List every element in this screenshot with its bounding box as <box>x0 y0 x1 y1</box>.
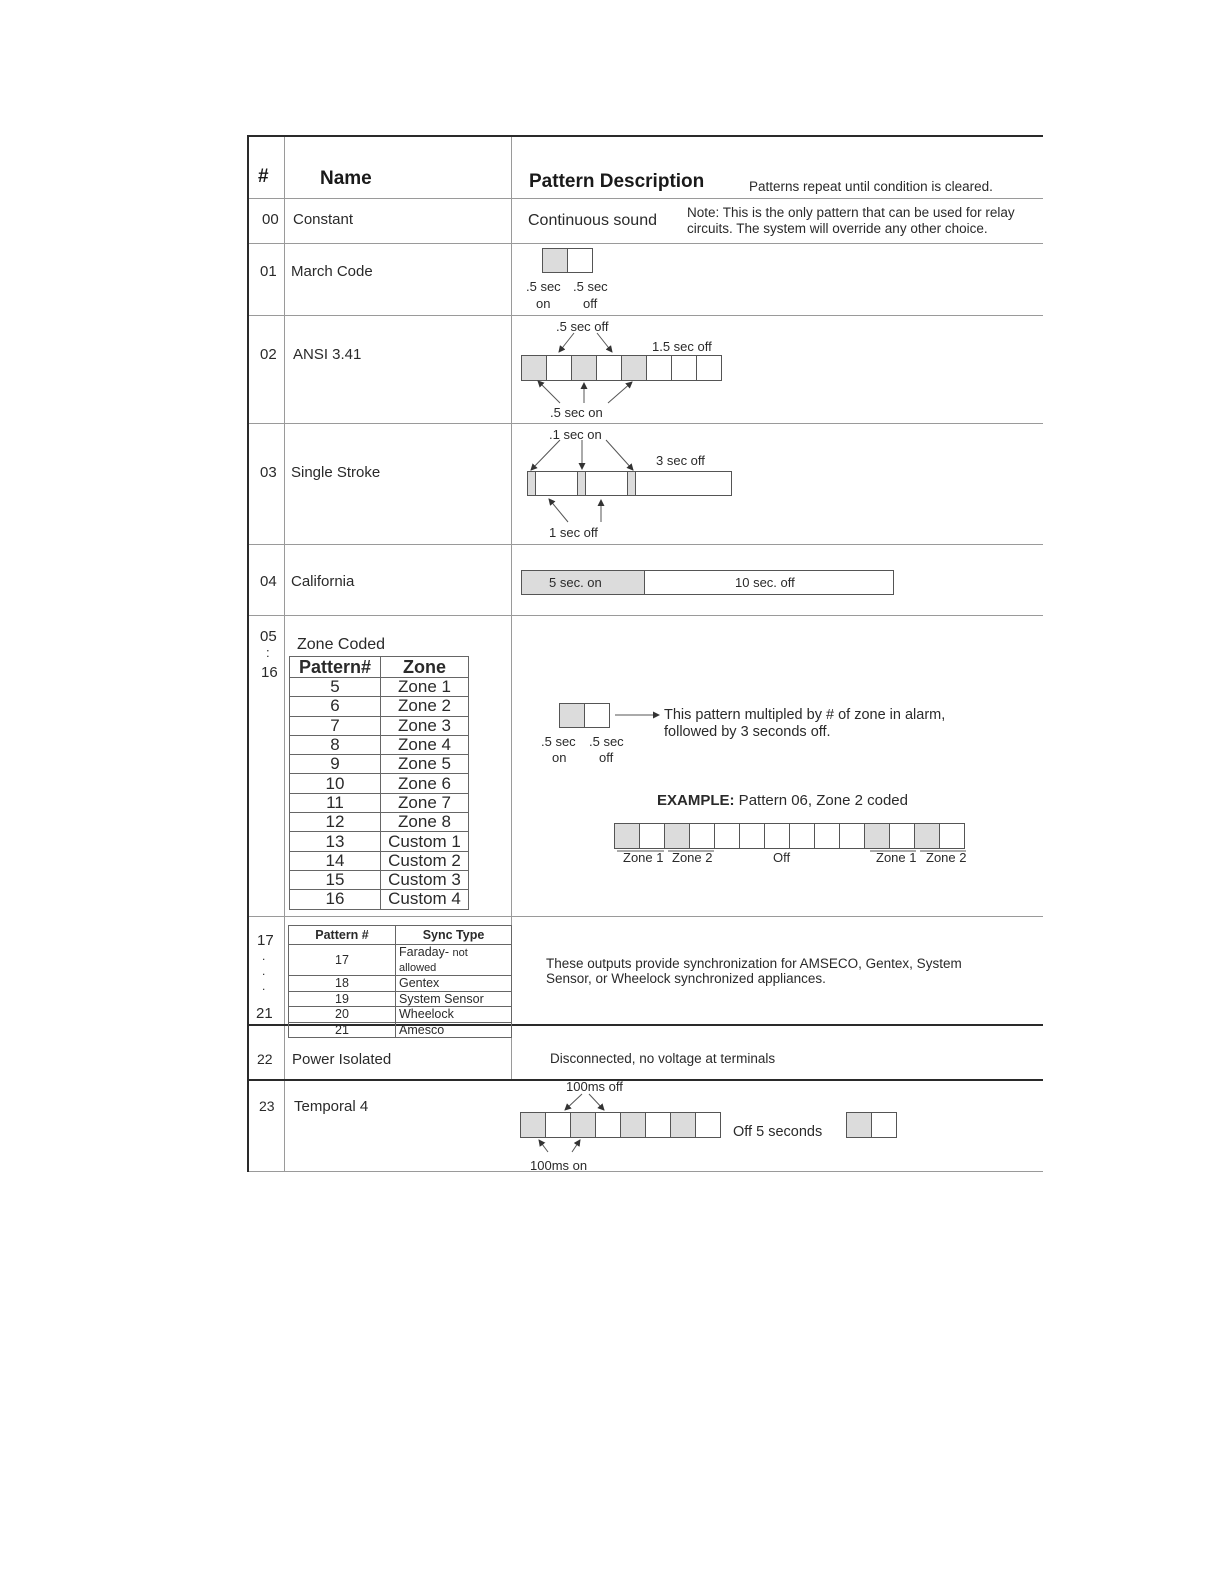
header-note: Patterns repeat until condition is cleared. <box>749 179 993 194</box>
zone-name: Custom 1 <box>381 832 469 851</box>
zone-name: Zone 5 <box>381 755 469 774</box>
sync-type-note: not allowed <box>399 947 468 974</box>
label-off-duration: .5 sec <box>573 279 608 294</box>
sync-type-name: Wheelock <box>399 1007 454 1022</box>
zone-pattern-number: 5 <box>290 678 381 697</box>
sync-pattern-number: 17 <box>289 945 396 976</box>
sync-type-name: Gentex <box>399 976 440 991</box>
california-on-label: 5 sec. on <box>549 575 602 590</box>
sync-pattern-number: 18 <box>289 976 396 992</box>
row-04-number: 04 <box>260 573 277 590</box>
row-05-16-range-dots: : <box>266 645 270 660</box>
arrow <box>606 440 633 470</box>
label-on: on <box>552 750 567 765</box>
example-label-off: Off <box>773 850 791 865</box>
arrow <box>559 333 574 352</box>
sync-description-line-1: These outputs provide synchronization for AMSECO, Gentex, System <box>546 956 962 971</box>
row-01-number: 01 <box>260 263 277 280</box>
sync-type-name: System Sensor <box>399 991 484 1006</box>
example-text: Pattern 06, Zone 2 coded <box>734 792 908 809</box>
zone-name: Custom 3 <box>381 870 469 889</box>
row-22-number: 22 <box>257 1051 273 1067</box>
arrow <box>549 499 568 522</box>
label-half-sec-off: .5 sec off <box>556 319 609 334</box>
zone-name: Zone 3 <box>381 716 469 735</box>
row-23-name: Temporal 4 <box>294 1098 369 1115</box>
arrow <box>538 381 560 403</box>
example-label-zone1-repeat: Zone 1 <box>876 850 917 865</box>
sync-type-name: Amesco <box>399 1022 445 1037</box>
label-3-sec-off: 3 sec off <box>656 453 705 468</box>
arrow <box>531 440 560 470</box>
sync-pattern-number: 20 <box>289 1007 396 1023</box>
zone-explanation-line-2: followed by 3 seconds off. <box>664 724 831 740</box>
zone-pattern-number: 8 <box>290 735 381 754</box>
header-name: Name <box>320 168 372 189</box>
zone-name: Zone 1 <box>381 678 469 697</box>
row-00-note-line-2: circuits. The system will override any other choice. <box>687 221 988 236</box>
sync-pattern-number: 21 <box>289 1022 396 1038</box>
zone-pattern-number: 10 <box>290 774 381 793</box>
row-17-number: 17 <box>257 932 274 949</box>
row-02-name: ANSI 3.41 <box>293 346 362 363</box>
zone-name: Custom 4 <box>381 890 469 909</box>
example-bold-label: EXAMPLE: <box>657 792 735 809</box>
row-00-number: 00 <box>262 211 279 228</box>
row-05-16-name: Zone Coded <box>297 636 386 653</box>
row-22-name: Power Isolated <box>292 1051 392 1068</box>
sync-description-line-2: Sensor, or Wheelock synchronized appliances. <box>546 971 826 986</box>
label-off: off <box>583 296 598 311</box>
sync-type-name: Faraday- <box>399 945 453 959</box>
zone-pattern-number: 6 <box>290 697 381 716</box>
arrow <box>589 1094 604 1110</box>
label-off-5-seconds: Off 5 seconds <box>733 1124 823 1140</box>
arrow <box>572 1140 580 1152</box>
zone-name: Zone 8 <box>381 813 469 832</box>
label-100ms-off: 100ms off <box>566 1079 623 1094</box>
label-on: on <box>536 296 551 311</box>
label-on-duration: .5 sec <box>541 734 576 749</box>
row-23-number: 23 <box>259 1098 275 1114</box>
zone-pattern-number: 11 <box>290 793 381 812</box>
zone-name: Custom 2 <box>381 851 469 870</box>
range-dot: . <box>262 964 266 978</box>
example-label-zone1: Zone 1 <box>623 850 664 865</box>
arrow <box>597 333 612 352</box>
row-16-number: 16 <box>261 664 278 681</box>
header-number: # <box>258 166 269 187</box>
row-21-number: 21 <box>256 1005 273 1022</box>
zone-pattern-number: 14 <box>290 851 381 870</box>
zone-name: Zone 7 <box>381 793 469 812</box>
label-1-5-sec-off: 1.5 sec off <box>652 339 712 354</box>
arrow <box>565 1094 582 1110</box>
row-02-number: 02 <box>260 346 277 363</box>
zone-pattern-number: 9 <box>290 755 381 774</box>
zone-name: Zone 4 <box>381 735 469 754</box>
zone-explanation-line-1: This pattern multipled by # of zone in alarm, <box>664 707 946 723</box>
label-half-sec-on: .5 sec on <box>550 405 603 420</box>
row-05-number: 05 <box>260 628 277 645</box>
example-label-zone2-repeat: Zone 2 <box>926 850 967 865</box>
sync-pattern-number: 19 <box>289 991 396 1007</box>
zone-table-header-zone: Zone <box>381 657 469 678</box>
row-03-number: 03 <box>260 464 277 481</box>
row-00-name: Constant <box>293 211 354 228</box>
zone-table-header-pattern: Pattern# <box>290 657 381 678</box>
label-off: off <box>599 750 614 765</box>
zone-pattern-number: 7 <box>290 716 381 735</box>
sync-table-header-type: Sync Type <box>396 926 512 945</box>
row-00-description: Continuous sound <box>528 212 657 229</box>
zone-name: Zone 6 <box>381 774 469 793</box>
label-on-duration: .5 sec <box>526 279 561 294</box>
arrow <box>608 382 632 403</box>
range-dot: . <box>262 949 266 963</box>
header-pattern-description: Pattern Description <box>529 171 705 192</box>
example-label-zone2: Zone 2 <box>672 850 713 865</box>
label-100ms-on: 100ms on <box>530 1158 588 1173</box>
zone-name: Zone 2 <box>381 697 469 716</box>
label-tenth-sec-on: .1 sec on <box>549 427 602 442</box>
zone-pattern-number: 15 <box>290 870 381 889</box>
row-22-description: Disconnected, no voltage at terminals <box>550 1051 776 1066</box>
zone-pattern-number: 16 <box>290 890 381 909</box>
zone-pattern-number: 13 <box>290 832 381 851</box>
california-off-label: 10 sec. off <box>735 575 795 590</box>
sync-table-header-pattern: Pattern # <box>289 926 396 945</box>
row-00-note-line-1: Note: This is the only pattern that can be used for relay <box>687 205 1015 220</box>
label-off-duration: .5 sec <box>589 734 624 749</box>
label-1-sec-off: 1 sec off <box>549 525 598 540</box>
zone-pattern-number: 12 <box>290 813 381 832</box>
arrow <box>539 1140 548 1152</box>
range-dot: . <box>262 979 266 993</box>
row-03-name: Single Stroke <box>291 464 381 481</box>
row-04-name: California <box>291 573 355 590</box>
row-01-name: March Code <box>291 263 373 280</box>
